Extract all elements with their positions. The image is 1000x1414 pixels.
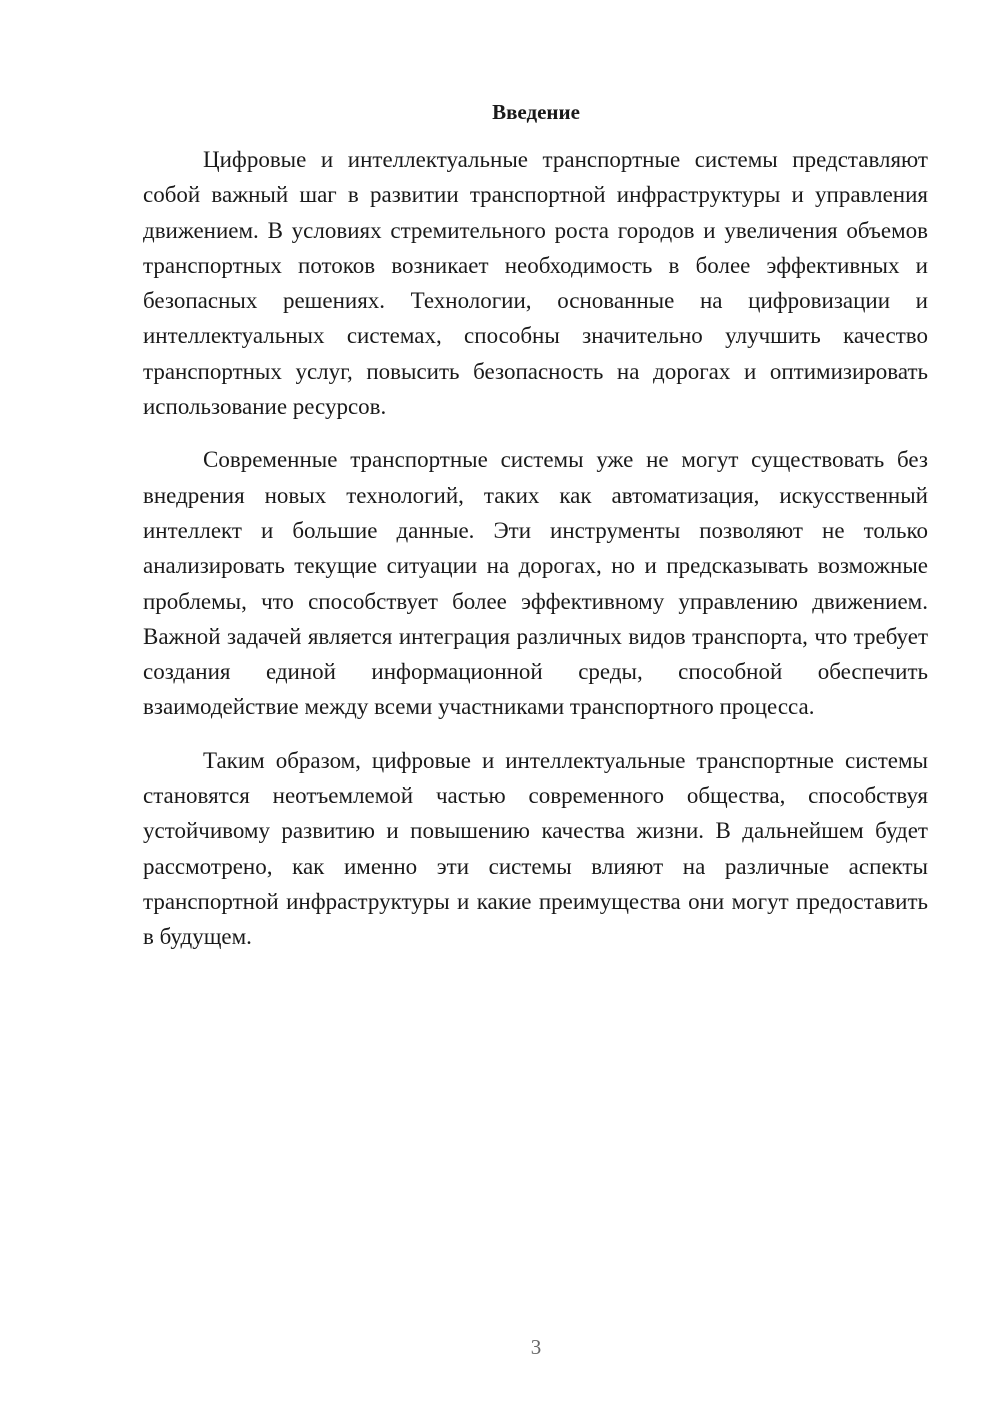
body-text	[143, 142, 928, 955]
paragraph: Таким образом, цифровые и интеллектуальные транспортные системы становятся неотъемлемой частью современного общества, способствуя устойчивому развитию и повышению качества жизни. В дальнейшем будет рассмотрено, как именно эти системы влияют на различные аспекты транспортной инфраструктуры и какие преимущества они могут предоставить в будущем.	[143, 747, 928, 950]
page-number: 3	[530, 1335, 542, 1359]
paragraph: Современные транспортные системы уже не могут существовать без внедрения новых технологий, таких как автоматизация, искусственный интеллект и большие данные. Эти инструменты позволяют не только анализировать текущие ситуации на дорогах, но и предсказывать возможные проблемы, что способствует более эффективному управлению движением. Важной задачей является интеграция различных видов транспорта, что требует создания единой информационной среды, способной обеспечить взаимодействие между всеми участниками транспортного процесса.	[143, 447, 928, 720]
section-heading: Введение	[492, 100, 580, 124]
paragraph: Цифровые и интеллектуальные транспортные системы представляют собой важный шаг в развитии транспортной инфраструктуры и управления движением. В условиях стремительного роста городов и увеличения объемов транспортных потоков возникает необходимость в более эффективных и безопасных решениях. Технологии, основанные на цифровизации и интеллектуальных системах, способны значительно улучшить качество транспортных услуг, повысить безопасность на дорогах и оптимизировать использование ресурсов.	[143, 147, 928, 420]
